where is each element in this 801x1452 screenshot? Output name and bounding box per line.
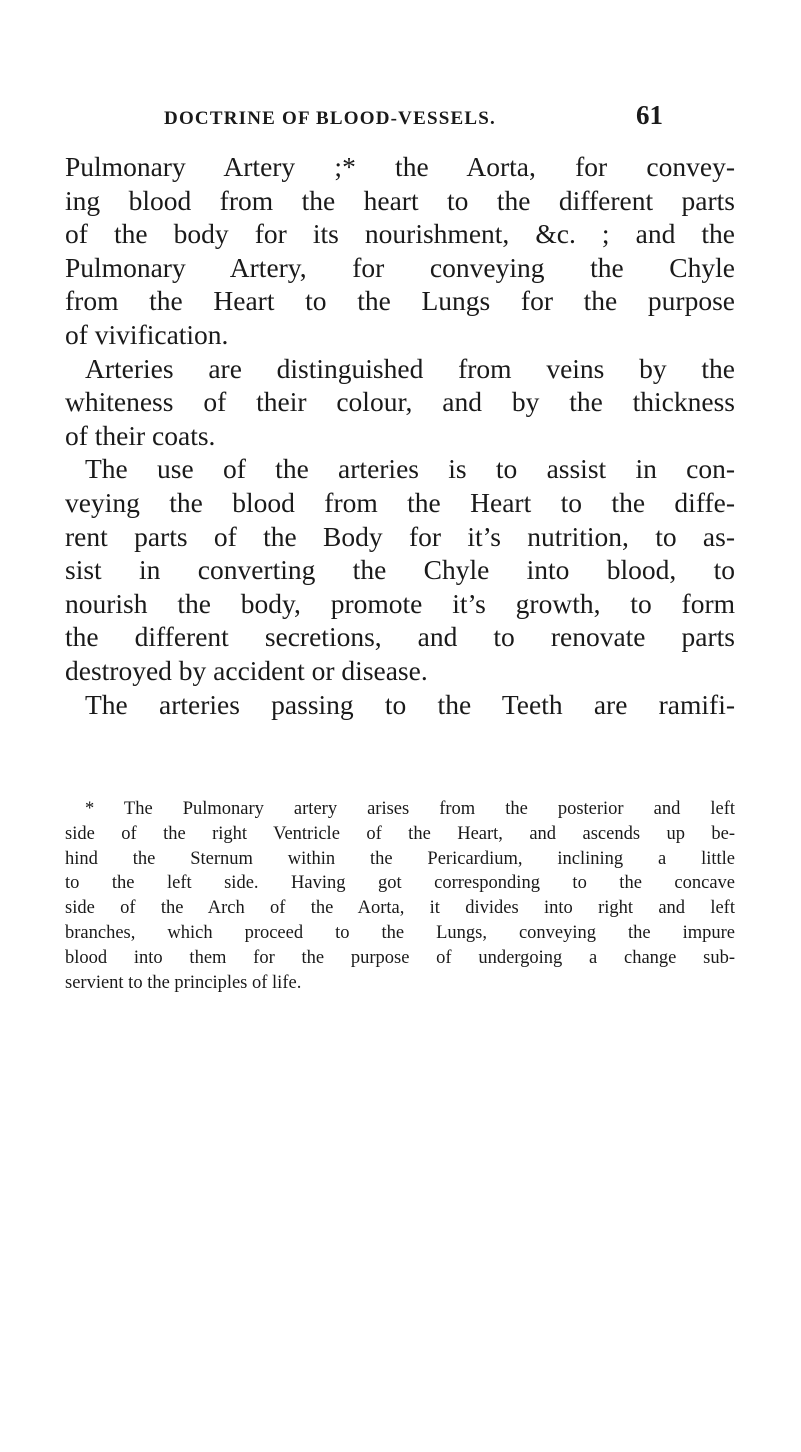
footnote-line: blood into them for the purpose of undergoing a change sub-: [65, 947, 735, 968]
main-text: [65, 150, 735, 721]
footnote-line: * The Pulmonary artery arises from the posterior and left: [85, 799, 735, 819]
text-line: Pulmonary Artery ;* the Aorta, for convey-: [65, 151, 735, 182]
footnote-line: branches, which proceed to the Lungs, conveying the impure: [65, 922, 735, 943]
text-line: the different secretions, and to renovate parts: [65, 621, 735, 653]
text-line: rent parts of the Body for it’s nutrition, to as-: [65, 520, 735, 552]
text-line: of their coats.: [65, 419, 216, 451]
text-line: destroyed by accident or disease.: [65, 654, 428, 686]
text-line: from the Heart to the Lungs for the purpose: [65, 285, 735, 317]
page-number: 61: [636, 100, 663, 130]
paragraph-start: The use of the arteries is to assist in con-: [85, 453, 735, 485]
text-line: of the body for its nourishment, &c. ; and the: [65, 218, 735, 250]
footnote-line: servient to the principles of life.: [65, 972, 302, 993]
paragraph-start: Arteries are distinguished from veins by the: [85, 352, 735, 384]
text-line: of vivification.: [65, 318, 229, 350]
running-title: DOCTRINE OF BLOOD-VESSELS.: [164, 108, 496, 129]
footnote-line: to the left side. Having got corresponding to the concave: [65, 873, 735, 894]
text-line: whiteness of their colour, and by the thickness: [65, 386, 735, 418]
text-line: veying the blood from the Heart to the diffe-: [65, 486, 735, 518]
footnote-line: side of the Arch of the Aorta, it divides into right and left: [65, 898, 735, 919]
text-line: Pulmonary Artery, for conveying the Chyle: [65, 251, 735, 283]
paragraph-start: The arteries passing to the Teeth are ramifi-: [85, 688, 735, 720]
footnote-line: hind the Sternum within the Pericardium, inclining a little: [65, 848, 735, 869]
footnote: [65, 797, 735, 995]
text-line: sist in converting the Chyle into blood, to: [65, 554, 735, 586]
text-line: ing blood from the heart to the different parts: [65, 184, 735, 216]
text-line: nourish the body, promote it’s growth, to form: [65, 587, 735, 619]
footnote-line: side of the right Ventricle of the Heart, and ascends up be-: [65, 823, 735, 844]
